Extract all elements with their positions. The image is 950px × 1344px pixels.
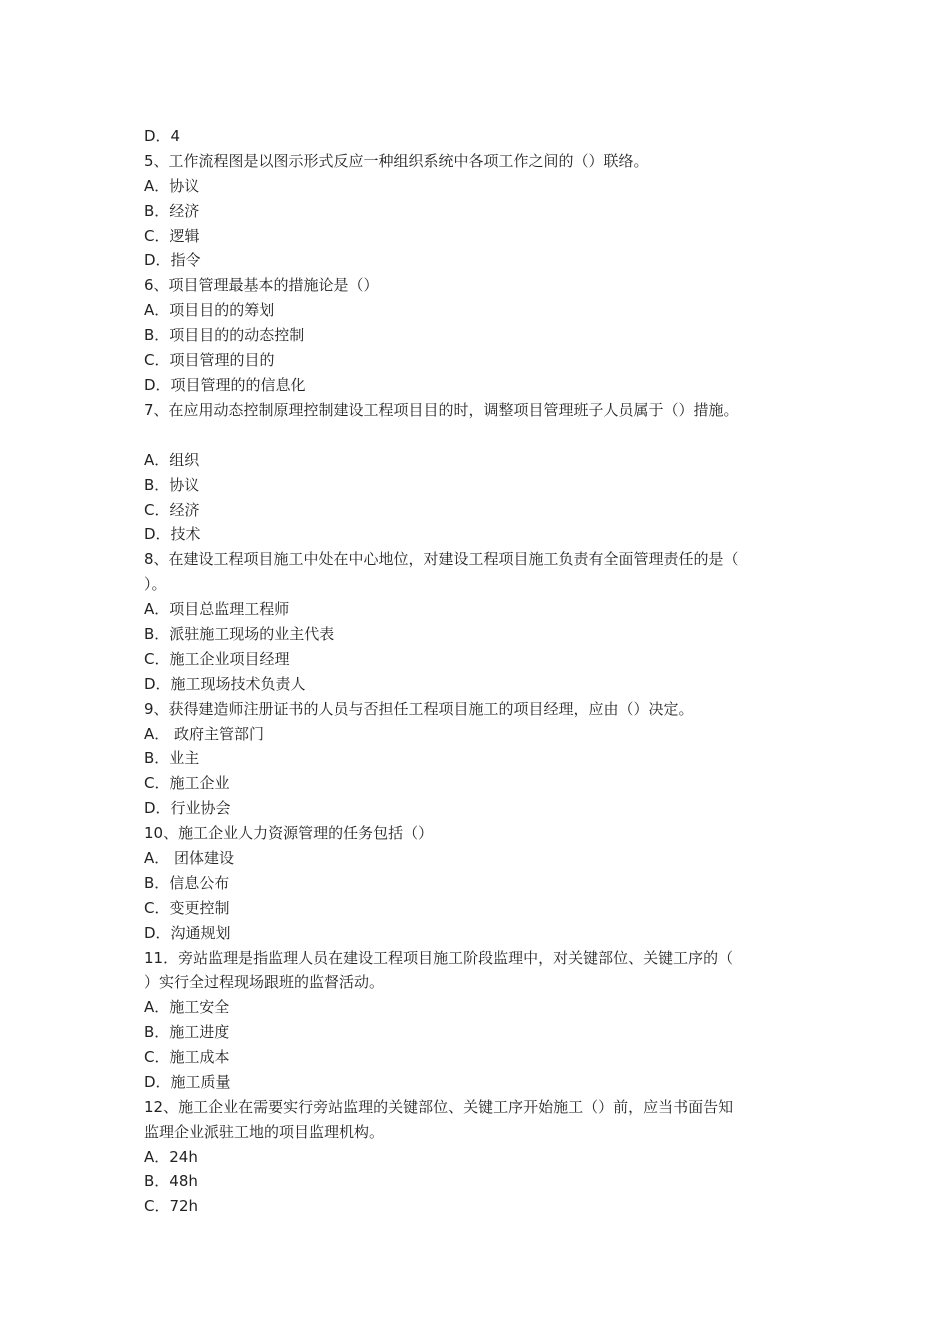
option-line: A．24h <box>144 1148 198 1166</box>
option-line: B．施工进度 <box>144 1023 230 1041</box>
option-line: B．信息公布 <box>144 874 230 892</box>
option-line: A．施工安全 <box>144 998 230 1016</box>
option-line: D．施工质量 <box>144 1073 231 1091</box>
question-line: 7、在应用动态控制原理控制建设工程项目目的时，调整项目管理班子人员属于（）措施。 <box>144 401 739 419</box>
option-line: D．项目管理的的信息化 <box>144 376 306 394</box>
question-line-continued: ）。 <box>144 575 167 593</box>
option-line: B．48h <box>144 1172 198 1190</box>
question-line: 5、工作流程图是以图示形式反应一种组织系统中各项工作之间的（）联络。 <box>144 152 649 170</box>
option-line: B．业主 <box>144 749 200 767</box>
option-line: B．派驻施工现场的业主代表 <box>144 625 335 643</box>
question-line-continued: 监理企业派驻工地的项目监理机构。 <box>144 1123 385 1141</box>
option-line: D．沟通规划 <box>144 924 231 942</box>
option-line: B．项目目的的动态控制 <box>144 326 305 344</box>
option-line: A．组织 <box>144 451 200 469</box>
option-line: C．施工企业项目经理 <box>144 650 290 668</box>
option-line: C．项目管理的目的 <box>144 351 275 369</box>
option-line: D．4 <box>144 127 181 145</box>
option-line: A．项目总监理工程师 <box>144 600 290 618</box>
option-line: A． 政府主管部门 <box>144 725 265 743</box>
option-line: A．协议 <box>144 177 200 195</box>
question-line: 9、获得建造师注册证书的人员与否担任工程项目施工的项目经理，应由（）决定。 <box>144 700 694 718</box>
option-line: A．项目目的的筹划 <box>144 301 275 319</box>
option-line: D．指令 <box>144 251 201 269</box>
question-line: 12、施工企业在需要实行旁站监理的关键部位、关键工序开始施工（）前，应当书面告知 <box>144 1098 734 1116</box>
option-line: C．72h <box>144 1197 199 1215</box>
option-line: D．技术 <box>144 525 201 543</box>
question-line-continued: ）实行全过程现场跟班的监督活动。 <box>144 973 385 991</box>
option-line: B．经济 <box>144 202 200 220</box>
option-line: C．变更控制 <box>144 899 230 917</box>
question-line: 11．旁站监理是指监理人员在建设工程项目施工阶段监理中，对关键部位、关键工序的（ <box>144 949 734 967</box>
question-line: 10、施工企业人力资源管理的任务包括（） <box>144 824 434 842</box>
option-line: D．施工现场技术负责人 <box>144 675 306 693</box>
option-line: C．施工成本 <box>144 1048 230 1066</box>
question-line: 8、在建设工程项目施工中处在中心地位，对建设工程项目施工负责有全面管理责任的是（ <box>144 550 739 568</box>
option-line: C．逻辑 <box>144 227 200 245</box>
option-line: B．协议 <box>144 476 200 494</box>
option-line: C．施工企业 <box>144 774 230 792</box>
question-line: 6、项目管理最基本的措施论是（） <box>144 276 379 294</box>
option-line: D．行业协会 <box>144 799 231 817</box>
option-line: C．经济 <box>144 501 200 519</box>
option-line: A． 团体建设 <box>144 849 235 867</box>
